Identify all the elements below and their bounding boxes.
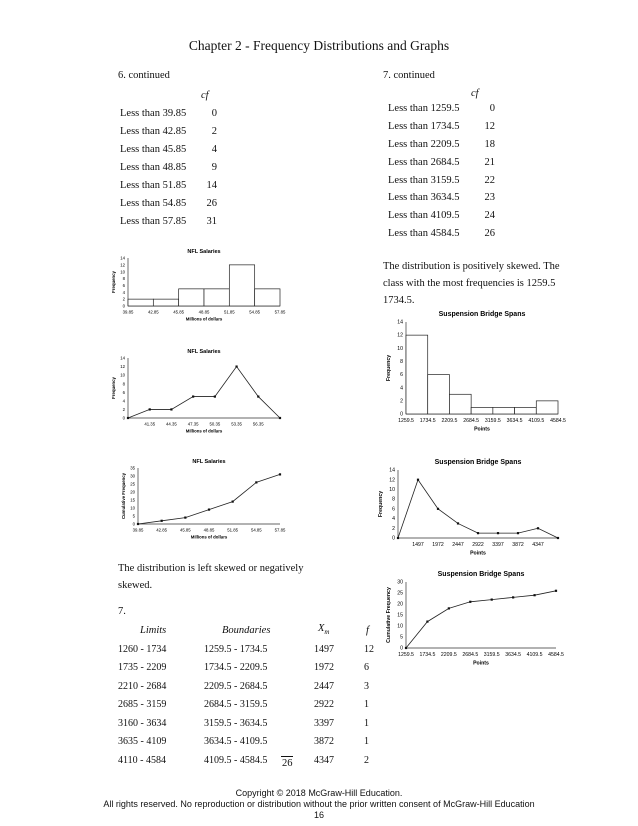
y-tick-label: 8: [392, 496, 395, 503]
histogram-bar: [493, 407, 515, 414]
page-number: 16: [313, 810, 324, 820]
y-tick-label: 2: [400, 398, 403, 405]
data-point: [417, 479, 419, 481]
x-tick-label: 51.85: [223, 309, 235, 315]
cell-limits: 2210 - 2684: [118, 680, 167, 692]
data-point: [161, 520, 163, 522]
data-point: [192, 395, 194, 397]
cf-row: [120, 104, 217, 122]
y-axis-label: Frequency: [111, 377, 116, 399]
cell-limits: 3635 - 4109: [118, 736, 167, 748]
cf-value: 31: [206, 215, 217, 227]
ogive-line: [138, 474, 280, 524]
cell-boundaries: 1259.5 - 1734.5: [204, 643, 268, 655]
histogram-bar: [255, 289, 280, 306]
x-tick-label: 3159.5: [483, 652, 500, 659]
cf-label: Less than 42.85: [120, 125, 187, 137]
x-tick-label: 1734.5: [419, 652, 436, 659]
x-axis-label: Millions of dollars: [190, 534, 228, 540]
x-tick-label: 2684.5: [463, 418, 480, 425]
cell-boundaries: 4109.5 - 4584.5: [204, 754, 268, 766]
cell-f: 2: [364, 754, 369, 766]
x-tick-label: 41.35: [144, 421, 156, 427]
y-axis-label: Frequency: [111, 271, 116, 293]
cell-limits: 4110 - 4584: [118, 754, 166, 766]
x-tick-label: 47.35: [187, 421, 199, 427]
y-tick-label: 10: [120, 269, 125, 275]
cf-label: Less than 3159.5: [388, 174, 460, 186]
y-tick-label: 5: [400, 634, 403, 641]
data-point: [397, 537, 399, 539]
x-tick-label: 2209.5: [441, 418, 458, 425]
cell-limits: 3160 - 3634: [118, 717, 167, 729]
x-tick-label: 2447: [452, 542, 464, 549]
table-row: [118, 751, 386, 770]
histogram-bar: [153, 299, 178, 306]
histogram-bar: [471, 407, 493, 414]
bridge-polygon-chart: [368, 458, 564, 558]
cf-value: 18: [484, 138, 495, 150]
x-tick-label: 4109.5: [526, 652, 543, 659]
x-tick-label: 2922: [472, 542, 484, 549]
y-tick-label: 0: [400, 645, 403, 652]
data-point: [512, 596, 514, 598]
y-tick-label: 5: [132, 513, 135, 519]
cf-row: [120, 212, 217, 230]
y-tick-label: 10: [130, 505, 135, 511]
y-tick-label: 0: [122, 415, 125, 421]
cf-value: 12: [484, 121, 495, 133]
data-point: [437, 508, 439, 510]
histogram-bar: [128, 299, 153, 306]
x-tick-label: 3159.5: [484, 418, 501, 425]
cf-row: [120, 158, 217, 176]
x-tick-label: 1259.5: [398, 652, 414, 659]
data-point: [537, 527, 539, 529]
x-tick-label: 1734.5: [419, 418, 436, 425]
histogram-bar: [229, 265, 254, 306]
x-tick-label: 42.85: [156, 527, 168, 533]
y-tick-label: 4: [122, 398, 125, 404]
x-tick-label: 53.35: [231, 421, 242, 427]
data-point: [170, 408, 172, 410]
data-point: [257, 395, 259, 397]
right-paragraph: The distribution is positively skewed. The class with the most frequencies is 1259.5 1734.5.: [383, 261, 560, 306]
page-title: Chapter 2 - Frequency Distributions and Graphs: [188, 38, 450, 53]
left-cf-header: cf: [201, 90, 209, 101]
y-tick-label: 8: [122, 381, 125, 387]
x-tick-label: 4584.5: [548, 652, 564, 659]
data-point: [184, 517, 186, 519]
table-row: [118, 696, 386, 715]
cf-row: [120, 122, 217, 140]
cf-row: [388, 225, 495, 243]
data-point: [497, 532, 499, 534]
bridge-histogram-chart: [368, 311, 566, 433]
histogram-bar: [449, 394, 471, 414]
right-cf-table: [388, 100, 495, 242]
chart-title: NFL Salaries: [187, 349, 221, 355]
cf-label: Less than 4584.5: [388, 227, 460, 239]
class-limits-table: [118, 620, 386, 770]
cell-xm: 4347: [314, 754, 334, 766]
y-tick-label: 2: [392, 525, 395, 532]
cf-value: 2: [211, 125, 217, 137]
data-point: [279, 473, 281, 475]
nfl-histogram-chart: [112, 238, 290, 322]
y-tick-label: 6: [122, 283, 125, 289]
y-tick-label: 0: [122, 303, 125, 309]
nfl-ogive-chart: [112, 444, 290, 544]
cf-row: [388, 153, 495, 171]
histogram-bar: [428, 375, 450, 414]
left-paragraph: The distribution is left skewed or negatively skewed.: [118, 563, 304, 591]
y-tick-label: 25: [397, 590, 403, 597]
right-subtitle: 7. continued: [383, 70, 435, 81]
cf-value: 0: [211, 107, 217, 119]
data-point: [426, 621, 428, 623]
y-tick-label: 20: [397, 601, 403, 608]
cf-label: Less than 45.85: [120, 143, 187, 155]
left-subtitle: 6. continued: [118, 70, 170, 81]
y-tick-label: 12: [120, 364, 125, 370]
y-tick-label: 30: [130, 473, 135, 479]
cell-xm: 3397: [314, 717, 334, 729]
footer-copyright: Copyright © 2018 McGraw-Hill Education.: [235, 788, 403, 798]
y-tick-label: 10: [397, 345, 403, 352]
y-tick-label: 8: [122, 276, 125, 282]
cf-label: Less than 48.85: [120, 161, 187, 173]
col-f: f: [366, 624, 369, 636]
y-tick-label: 14: [120, 355, 125, 361]
bridge-ogive-chart: [368, 568, 564, 672]
y-tick-label: 10: [120, 372, 125, 378]
table-row: [118, 714, 386, 733]
y-tick-label: 25: [130, 481, 135, 487]
cell-limits: 1260 - 1734: [118, 643, 167, 655]
total-rule: [281, 756, 293, 757]
cf-value: 9: [211, 161, 217, 173]
cf-row: [388, 189, 495, 207]
x-tick-label: 54.85: [249, 309, 261, 315]
cell-xm: 2447: [314, 680, 334, 692]
cell-boundaries: 1734.5 - 2209.5: [204, 662, 268, 674]
x-tick-label: 57.85: [274, 309, 286, 315]
table-row: [118, 640, 386, 659]
x-tick-label: 2209.5: [440, 652, 457, 659]
x-tick-label: 45.85: [173, 309, 185, 315]
data-point: [214, 395, 216, 397]
x-tick-label: 1259.5: [398, 418, 414, 425]
data-point: [533, 594, 535, 596]
col-limits: Limits: [140, 624, 167, 636]
nfl-polygon-chart: [112, 334, 290, 438]
frequency-total: 26: [282, 758, 293, 769]
cf-row: [120, 194, 217, 212]
y-tick-label: 4: [392, 516, 395, 523]
y-tick-label: 4: [400, 385, 403, 392]
polygon-line: [398, 480, 558, 538]
cf-label: Less than 4109.5: [388, 210, 460, 222]
y-tick-label: 4: [122, 289, 125, 295]
data-point: [279, 417, 281, 419]
cell-f: 1: [364, 736, 369, 748]
cf-label: Less than 57.85: [120, 215, 187, 227]
y-tick-label: 20: [130, 489, 135, 495]
footer-rights: All rights reserved. No reproduction or distribution without the prior written consent of McGraw-Hill Education: [103, 799, 535, 809]
cell-limits: 2685 - 3159: [118, 699, 167, 711]
cell-f: 3: [364, 680, 369, 692]
cf-value: 24: [484, 210, 495, 222]
x-tick-label: 50.35: [209, 421, 221, 427]
cell-f: 6: [364, 662, 369, 674]
data-point: [255, 481, 257, 483]
y-tick-label: 0: [400, 411, 403, 418]
data-point: [517, 532, 519, 534]
data-point: [232, 501, 234, 503]
y-tick-label: 0: [392, 535, 395, 542]
cell-boundaries: 2684.5 - 3159.5: [204, 699, 268, 711]
cf-row: [120, 176, 217, 194]
data-point: [235, 365, 237, 367]
cell-limits: 1735 - 2209: [118, 662, 167, 674]
cf-row: [388, 100, 495, 118]
cf-value: 4: [211, 143, 217, 155]
chart-title: NFL Salaries: [187, 249, 221, 255]
x-axis-label: Points: [474, 426, 490, 433]
table-row: [118, 677, 386, 696]
x-tick-label: 3397: [492, 542, 504, 549]
x-tick-label: 2684.5: [462, 652, 479, 659]
cf-row: [388, 118, 495, 136]
cf-label: Less than 2684.5: [388, 156, 460, 168]
x-tick-label: 39.85: [122, 309, 134, 315]
ogive-line: [406, 591, 556, 648]
y-axis-label: Cumulative Frequency: [121, 472, 126, 520]
data-point: [137, 523, 139, 525]
y-tick-label: 12: [397, 332, 403, 339]
cell-f: 12: [364, 643, 374, 655]
data-point: [491, 599, 493, 601]
cf-row: [388, 207, 495, 225]
y-tick-label: 15: [397, 612, 403, 619]
cf-value: 21: [484, 156, 495, 168]
x-tick-label: 57.85: [274, 527, 286, 533]
y-tick-label: 8: [400, 359, 403, 366]
y-tick-label: 2: [122, 296, 125, 302]
cf-label: Less than 39.85: [120, 107, 187, 119]
x-tick-label: 3634.5: [506, 418, 523, 425]
y-tick-label: 14: [397, 319, 403, 326]
y-axis-label: Cumulative Frequency: [386, 587, 392, 643]
chart-title: Suspension Bridge Spans: [434, 459, 522, 466]
table-row: [118, 659, 386, 678]
cell-boundaries: 2209.5 - 2684.5: [204, 680, 268, 692]
y-tick-label: 2: [122, 407, 125, 413]
y-tick-label: 6: [400, 372, 403, 379]
col-boundaries: Boundaries: [222, 624, 271, 636]
x-tick-label: 48.85: [198, 309, 210, 315]
x-tick-label: 44.35: [166, 421, 177, 427]
data-point: [469, 601, 471, 603]
table-row: [118, 733, 386, 752]
cf-label: Less than 1734.5: [388, 121, 460, 133]
chart-title: NFL Salaries: [192, 459, 226, 465]
y-tick-label: 6: [392, 506, 395, 513]
cell-boundaries: 3159.5 - 3634.5: [204, 717, 268, 729]
y-tick-label: 12: [389, 477, 395, 484]
data-point: [208, 509, 210, 511]
cf-label: Less than 51.85: [120, 179, 187, 191]
cf-value: 22: [484, 174, 495, 186]
x-tick-label: 51.85: [227, 527, 239, 533]
y-tick-label: 10: [397, 623, 403, 630]
x-axis-label: Points: [470, 550, 486, 557]
cf-row: [388, 171, 495, 189]
left-cf-table: [120, 104, 217, 230]
y-tick-label: 14: [389, 467, 395, 474]
right-cf-header: cf: [471, 88, 479, 99]
cf-value: 0: [489, 103, 495, 115]
cf-value: 14: [206, 179, 217, 191]
y-tick-label: 14: [120, 255, 125, 261]
cf-value: 26: [206, 197, 217, 209]
histogram-bar: [515, 407, 537, 414]
cell-xm: 1497: [314, 643, 334, 655]
data-point: [457, 522, 459, 524]
cell-f: 1: [364, 717, 369, 729]
x-tick-label: 48.85: [203, 527, 215, 533]
x-tick-label: 56.35: [252, 421, 264, 427]
x-axis-label: Millions of dollars: [185, 428, 223, 434]
col-xm: $X_m$: [318, 623, 330, 637]
cf-label: Less than 1259.5: [388, 103, 460, 115]
data-point: [555, 590, 557, 592]
cf-row: [120, 140, 217, 158]
x-tick-label: 42.85: [147, 309, 159, 315]
cf-value: 23: [484, 192, 495, 204]
data-point: [405, 647, 407, 649]
data-point: [149, 408, 151, 410]
x-axis-label: Millions of dollars: [185, 316, 223, 322]
x-tick-label: 39.85: [132, 527, 144, 533]
cell-boundaries: 3634.5 - 4109.5: [204, 736, 268, 748]
cell-xm: 2922: [314, 699, 334, 711]
y-tick-label: 10: [389, 487, 395, 494]
data-point: [477, 532, 479, 534]
data-point: [448, 607, 450, 609]
y-tick-label: 6: [122, 389, 125, 395]
x-axis-label: Points: [473, 660, 489, 667]
y-tick-label: 30: [397, 579, 403, 586]
y-tick-label: 0: [132, 521, 135, 527]
histogram-bar: [406, 335, 428, 414]
cf-row: [388, 136, 495, 154]
x-tick-label: 54.85: [250, 527, 262, 533]
cf-label: Less than 54.85: [120, 197, 187, 209]
cf-label: Less than 3634.5: [388, 192, 460, 204]
cell-f: 1: [364, 699, 369, 711]
data-point: [557, 537, 559, 539]
cf-label: Less than 2209.5: [388, 138, 460, 150]
cf-value: 26: [484, 227, 495, 239]
cell-xm: 3872: [314, 736, 334, 748]
y-tick-label: 12: [120, 262, 125, 268]
histogram-bar: [204, 289, 229, 306]
histogram-bar: [536, 401, 558, 414]
y-axis-label: Frequency: [378, 490, 384, 518]
data-point: [127, 417, 129, 419]
x-tick-label: 3634.5: [505, 652, 522, 659]
y-tick-label: 15: [130, 497, 135, 503]
x-tick-label: 45.85: [179, 527, 191, 533]
x-tick-label: 4109.5: [528, 418, 545, 425]
histogram-bar: [179, 289, 204, 306]
chart-title: Suspension Bridge Spans: [437, 571, 525, 578]
y-tick-label: 35: [130, 465, 135, 471]
x-tick-label: 4584.5: [550, 418, 566, 425]
x-tick-label: 1972: [432, 542, 444, 549]
cell-xm: 1972: [314, 662, 334, 674]
problem-number: 7.: [118, 606, 126, 617]
x-tick-label: 4347: [532, 542, 544, 549]
x-tick-label: 3872: [512, 542, 524, 549]
y-axis-label: Frequency: [386, 354, 392, 382]
chart-title: Suspension Bridge Spans: [438, 311, 526, 318]
x-tick-label: 1497: [412, 542, 424, 549]
